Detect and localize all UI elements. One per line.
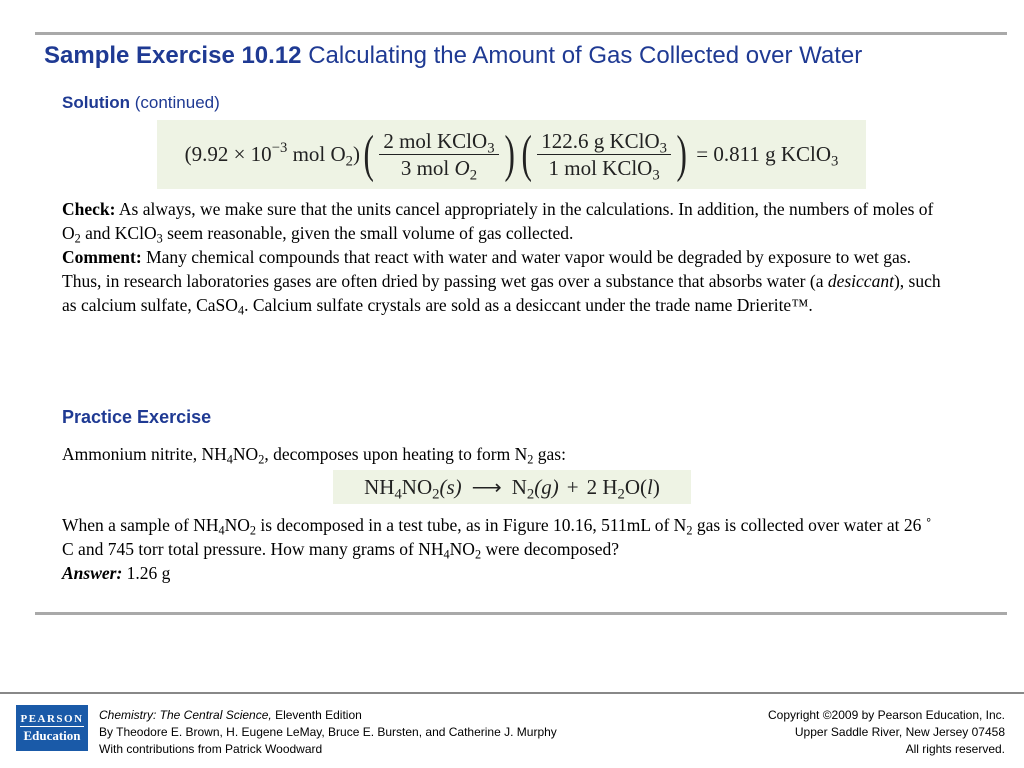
solution-equation	[157, 120, 866, 189]
eq2-reactant: $NH_4NO_2(s)$	[364, 474, 462, 502]
footer-copyright	[768, 707, 1005, 758]
solution-continued: (continued)	[134, 93, 220, 112]
solution-label: Solution	[62, 93, 130, 112]
practice-intro: Ammonium nitrite, $NH_4NO_2$, decomposes upon heating to form $N_2$ gas:	[62, 444, 566, 467]
answer-value: 1.26 g	[122, 563, 171, 583]
title-bold: Sample Exercise 10.12	[44, 42, 302, 69]
eq1-paren-close-2: )	[676, 125, 687, 183]
eq2-product-2: 2 $H_2O(l)$	[586, 474, 660, 502]
footer-title-line: Chemistry: The Central Science, Eleventh Edition	[99, 708, 362, 722]
check-comment-text	[62, 197, 942, 317]
eq2-plus: +	[566, 474, 579, 499]
check-paragraph: Check: As always, we make sure that the units cancel appropriately in the calculations. In addition, the numbers of moles of $O_2$ and KClO$_3$ seem reasonable, given the small volume of gas collected.	[62, 199, 934, 246]
eq1-paren-open-2: (	[521, 125, 532, 183]
eq1-lead: ($9.92 \times 10^{-3}$ mol $O_2$)	[184, 140, 361, 170]
comment-paragraph: Comment: Many chemical compounds that react with water and water vapor would be degraded by exposure to wet gas. Thus, in research laboratories gases are often dried by passing wet gas over a substance that absorbs water (a desiccant), such as calcium sulfate, CaSO$_4$. Calcium sulfate crystals are sold as a desiccant under the trade name Drierite™.	[62, 247, 941, 318]
slide-title	[44, 42, 862, 70]
eq1-paren-close-1: )	[503, 125, 515, 183]
address-line: Upper Saddle River, New Jersey 07458	[794, 725, 1005, 739]
eq2-arrow: ⟶	[471, 474, 502, 499]
practice-heading: Practice Exercise	[62, 407, 212, 427]
answer-label: Answer:	[62, 563, 123, 583]
footer-rule	[0, 692, 1024, 694]
footer-authors: By Theodore E. Brown, H. Eugene LeMay, Bruce E. Bursten, and Catherine J. Murphy	[99, 725, 557, 739]
copyright-line: Copyright ©2009 by Pearson Education, Inc.	[768, 708, 1005, 722]
solution-heading	[62, 93, 220, 113]
eq1-paren-open-1: (	[363, 125, 374, 183]
pearson-logo: PEARSON Education	[16, 705, 88, 751]
eq1-fraction-1: $\frac{2 mol KClO_3}{3 mol O_2}$	[379, 128, 498, 181]
top-rule	[35, 32, 1007, 35]
footer-contributions: With contributions from Patrick Woodward	[99, 742, 323, 756]
eq1-fraction-2: $\frac{122.6 g KClO_3}{1 mol KClO_3}$	[537, 128, 671, 181]
practice-question: When a sample of $NH_4NO_2$ is decomposed in a test tube, as in Figure 10.16, 511mL of $N_2$ gas is collected over water at 26 ˚ C and 745 torr total pressure. How many grams of $NH_4NO_2$ were decomposed? Answer: 1.26 g	[62, 515, 932, 583]
reaction-equation	[333, 470, 691, 504]
eq1-result: = 0.811 g KClO$_3$	[696, 142, 839, 170]
eq2-product-1: $N_2(g)$	[511, 474, 559, 502]
title-rest: Calculating the Amount of Gas Collected over Water	[308, 42, 863, 69]
footer-book-info	[99, 707, 557, 758]
middle-rule	[35, 612, 1007, 615]
rights-line: All rights reserved.	[905, 742, 1005, 756]
